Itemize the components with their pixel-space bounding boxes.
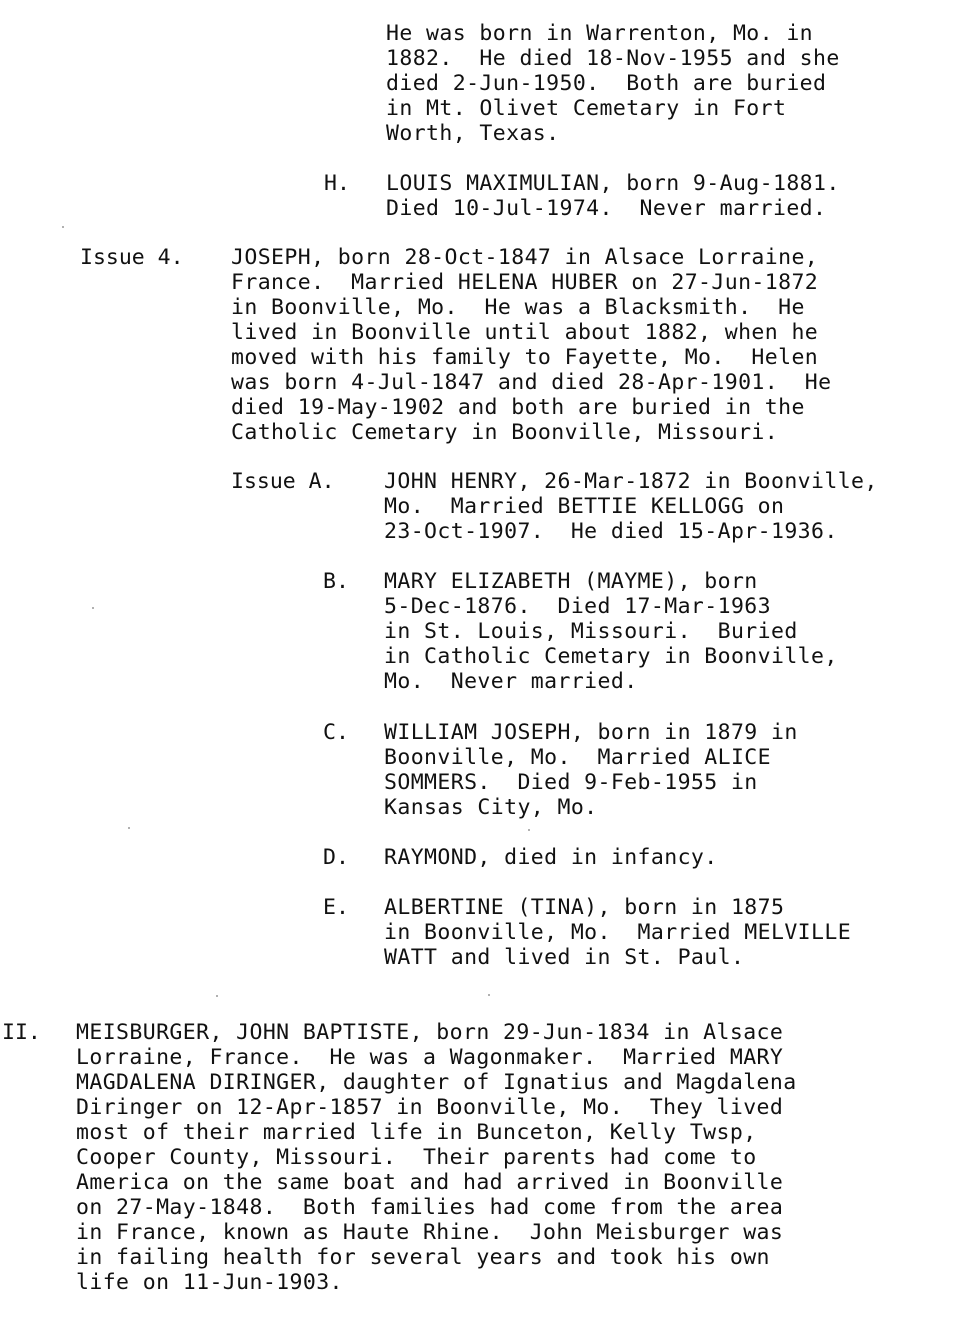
text-line: WILLIAM JOSEPH, born in 1879 in bbox=[384, 720, 798, 745]
section-marker: II. bbox=[2, 1020, 41, 1045]
text-line: died 19-May-1902 and both are buried in the bbox=[231, 395, 805, 420]
text-line: Boonville, Mo. Married ALICE bbox=[384, 745, 771, 770]
text-line: lived in Boonville until about 1882, when he bbox=[231, 320, 819, 345]
text-line: JOSEPH, born 28-Oct-1847 in Alsace Lorraine, bbox=[231, 245, 819, 270]
text-line: in Boonville, Mo. He was a Blacksmith. He bbox=[231, 295, 805, 320]
text-line: Kansas City, Mo. bbox=[384, 795, 598, 820]
entry-marker: B. bbox=[323, 569, 349, 594]
text-line: LOUIS MAXIMULIAN, born 9-Aug-1881. bbox=[386, 171, 840, 196]
issue-marker: Issue 4. bbox=[80, 245, 184, 270]
text-line: Worth, Texas. bbox=[386, 121, 560, 146]
text-line: 1882. He died 18-Nov-1955 and she bbox=[386, 46, 840, 71]
scan-speck bbox=[128, 827, 130, 829]
text-line: 5-Dec-1876. Died 17-Mar-1963 bbox=[384, 594, 771, 619]
text-line: in failing health for several years and took his own bbox=[76, 1245, 770, 1270]
text-line: SOMMERS. Died 9-Feb-1955 in bbox=[384, 770, 758, 795]
text-line: in Mt. Olivet Cemetary in Fort bbox=[386, 96, 787, 121]
text-line: in Catholic Cemetary in Boonville, bbox=[384, 644, 838, 669]
text-line: Mo. Never married. bbox=[384, 669, 638, 694]
text-line: life on 11-Jun-1903. bbox=[76, 1270, 343, 1295]
text-line: MAGDALENA DIRINGER, daughter of Ignatius and Magdalena bbox=[76, 1070, 797, 1095]
entry-marker: C. bbox=[323, 720, 349, 745]
text-line: JOHN HENRY, 26-Mar-1872 in Boonville, bbox=[384, 469, 878, 494]
text-line: on 27-May-1848. Both families had come from the area bbox=[76, 1195, 784, 1220]
text-line: moved with his family to Fayette, Mo. Helen bbox=[231, 345, 819, 370]
text-line: Mo. Married BETTIE KELLOGG on bbox=[384, 494, 785, 519]
scan-speck bbox=[92, 607, 94, 609]
text-line: died 2-Jun-1950. Both are buried bbox=[386, 71, 827, 96]
scan-speck bbox=[62, 226, 64, 228]
text-line: Cooper County, Missouri. Their parents had come to bbox=[76, 1145, 757, 1170]
entry-marker: D. bbox=[323, 845, 349, 870]
text-line: Diringer on 12-Apr-1857 in Boonville, Mo. They lived bbox=[76, 1095, 784, 1120]
text-line: He was born in Warrenton, Mo. in bbox=[386, 21, 814, 46]
text-line: Died 10-Jul-1974. Never married. bbox=[386, 196, 827, 221]
text-line: was born 4-Jul-1847 and died 28-Apr-1901. He bbox=[231, 370, 832, 395]
text-line: MARY ELIZABETH (MAYME), born bbox=[384, 569, 758, 594]
text-line: most of their married life in Bunceton, Kelly Twsp, bbox=[76, 1120, 757, 1145]
text-line: Lorraine, France. He was a Wagonmaker. Married MARY bbox=[76, 1045, 784, 1070]
text-line: RAYMOND, died in infancy. bbox=[384, 845, 718, 870]
text-line: ALBERTINE (TINA), born in 1875 bbox=[384, 895, 785, 920]
text-line: in France, known as Haute Rhine. John Meisburger was bbox=[76, 1220, 784, 1245]
scan-speck bbox=[528, 829, 530, 831]
text-line: MEISBURGER, JOHN BAPTISTE, born 29-Jun-1834 in Alsace bbox=[76, 1020, 784, 1045]
text-line: France. Married HELENA HUBER on 27-Jun-1872 bbox=[231, 270, 819, 295]
text-line: America on the same boat and had arrived in Boonville bbox=[76, 1170, 784, 1195]
text-line: in Boonville, Mo. Married MELVILLE bbox=[384, 920, 852, 945]
text-line: 23-Oct-1907. He died 15-Apr-1936. bbox=[384, 519, 838, 544]
scan-speck bbox=[216, 995, 218, 997]
issue-marker: Issue A. bbox=[231, 469, 335, 494]
scan-speck bbox=[488, 994, 490, 996]
text-line: in St. Louis, Missouri. Buried bbox=[384, 619, 798, 644]
entry-marker: E. bbox=[323, 895, 349, 920]
text-line: WATT and lived in St. Paul. bbox=[384, 945, 745, 970]
text-line: Catholic Cemetary in Boonville, Missouri. bbox=[231, 420, 779, 445]
entry-marker: H. bbox=[324, 171, 350, 196]
